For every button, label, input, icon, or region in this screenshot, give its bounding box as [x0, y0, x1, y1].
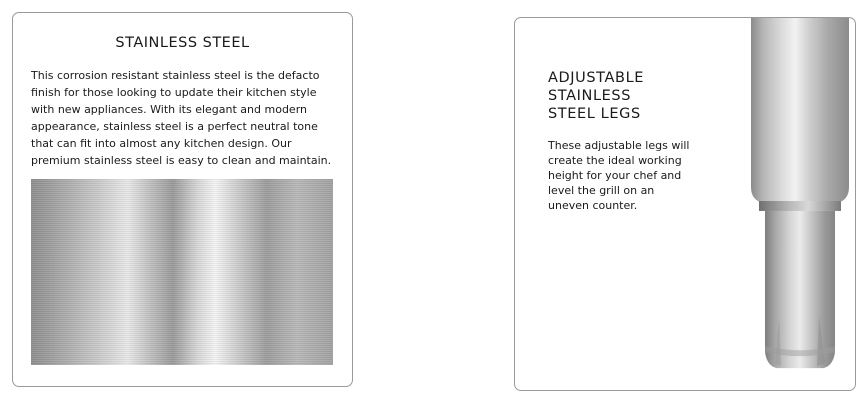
- stainless-steel-description: This corrosion resistant stainless steel is the defacto finish for those looking to update their kitchen style with new appliances. With its elegant and modern appearance, stainless steel is a perfect neutral tone that can fit into almost any kitchen design. Our premium stainless steel is easy to clean and maintain.: [31, 69, 332, 167]
- brushed-steel-swatch-image: [31, 179, 333, 365]
- stainless-steel-card: [12, 12, 353, 387]
- stainless-steel-title: STAINLESS STEEL: [115, 35, 250, 51]
- adjustable-legs-description: These adjustable legs will create the ideal working height for your chef and level the grill on an uneven counter.: [548, 139, 690, 212]
- stainless-steel-leg-image: [745, 18, 855, 390]
- adjustable-legs-card: [514, 17, 856, 391]
- adjustable-legs-title: ADJUSTABLE STAINLESS STEEL LEGS: [548, 70, 645, 122]
